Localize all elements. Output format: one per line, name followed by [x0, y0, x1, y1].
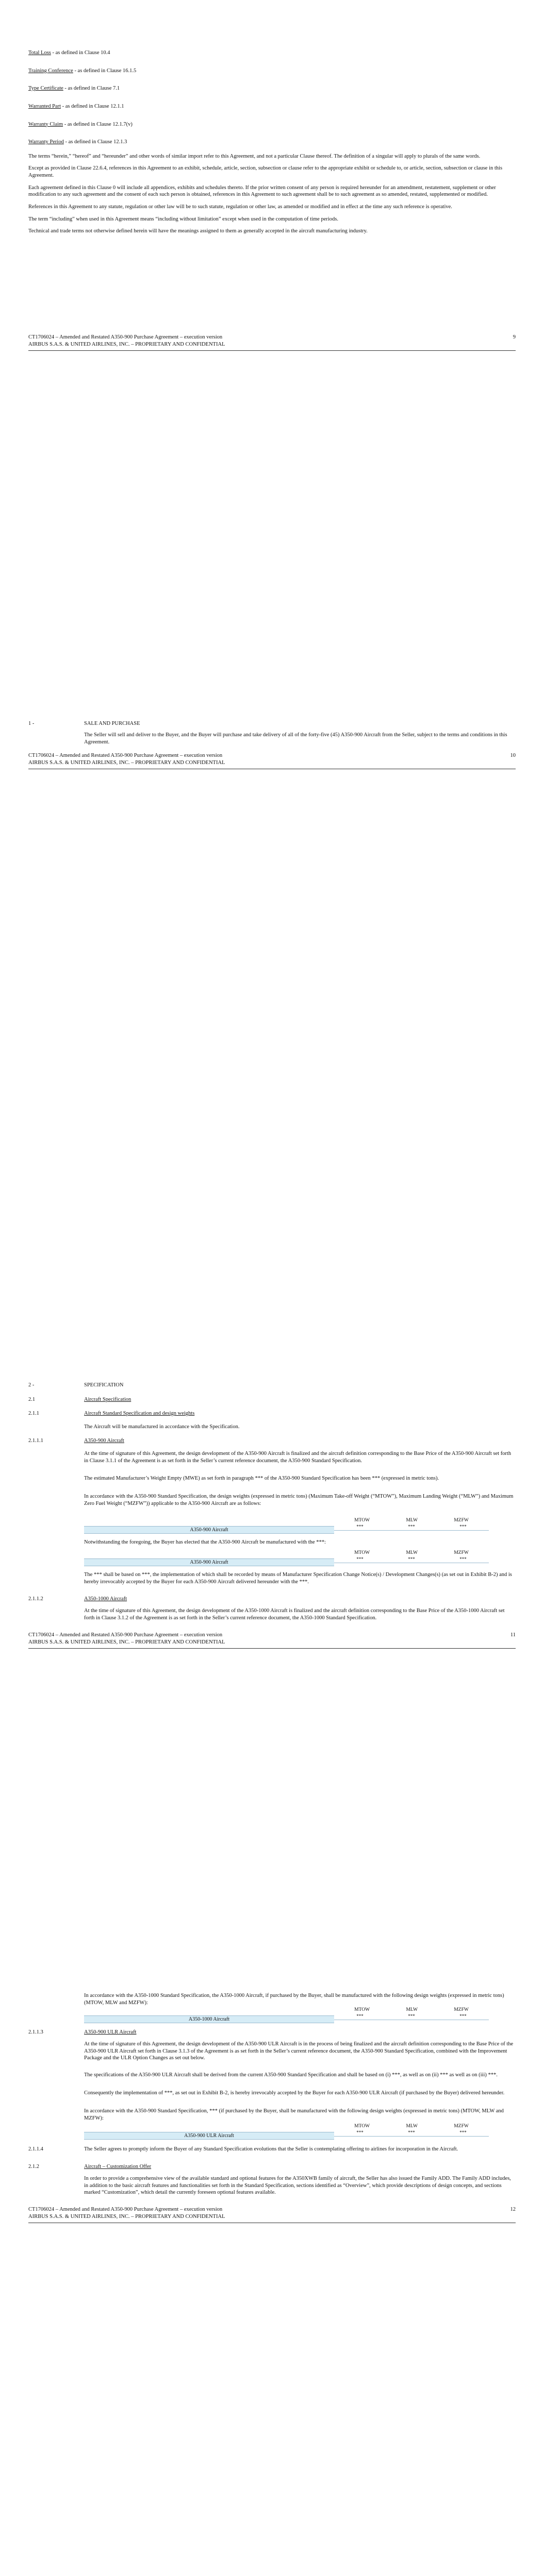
page-footer: CT1706024 – Amended and Restated A350-900 Purchase Agreement – execution version 9 AIRBUS S.A.S. & UNITED AIRLINES, INC. – PROPRIETARY AND CONFIDENTIAL — [28, 334, 516, 347]
table-row-label: A350-900 ULR Aircraft — [84, 2132, 334, 2140]
definition-warranty-claim: Warranty Claim - as defined in Clause 12.1.7(v) — [28, 121, 133, 127]
footer-divider — [28, 350, 516, 351]
page-footer: CT1706024 – Amended and Restated A350-900 Purchase Agreement – execution version 11 AIRBUS S.A.S. & UNITED AIRLINES, INC. – PROPRIETARY AND CONFIDENTIAL — [28, 1632, 516, 1645]
subsection-title: Aircraft Standard Specification and design weights — [84, 1411, 195, 1416]
section-title: SALE AND PURCHASE — [84, 721, 140, 726]
interpretation-paragraph: Each agreement defined in this Clause 0 will include all appendices, exhibits and schedules thereto. If the prior written consent of any person is required hereunder for an amendment, restatement, supplement or other modification to any such agreement and the consent of each such person is obtained, references in this Agreement to such agreement shall be to such agreement as so amended, restated, supplemented or modified. — [28, 184, 496, 198]
design-weights-table: MTOW MLW MZFW *** *** *** — [334, 2123, 489, 2137]
page-number: 11 — [510, 1632, 516, 1638]
definition-warranted-part: Warranted Part - as defined in Clause 12.1.1 — [28, 103, 124, 109]
page-number: 10 — [510, 753, 516, 758]
subsection-title: Aircraft – Customization Offer — [84, 2164, 152, 2170]
definition-warranty-period: Warranty Period - as defined in Clause 12.1.3 — [28, 139, 127, 145]
section-title: SPECIFICATION — [84, 1382, 124, 1388]
section-number: 1 - — [28, 721, 35, 726]
page-number: 9 — [513, 334, 516, 340]
design-weights-table: MTOW MLW MZFW *** *** *** — [334, 1550, 489, 1563]
design-weights-table: MTOW MLW MZFW *** *** *** — [334, 1517, 489, 1531]
definition-type-certificate: Type Certificate - as defined in Clause 7.1 — [28, 86, 120, 92]
definitions-list — [28, 49, 513, 235]
sale-purchase-text: The Seller will sell and deliver to the Buyer, and the Buyer will purchase and take delivery of all of the forty-five (45) A350-900 Aircraft from the Seller, subject to the terms and conditions in this Agreement. — [84, 732, 507, 745]
interpretation-paragraph: References in this Agreement to any statute, regulation or other law will be to such statute, regulation or other law, as amended or modified and in effect at the time any such reference is operative. — [28, 204, 452, 210]
table-row-label: A350-1000 Aircraft — [84, 2015, 334, 2023]
table-row-label: A350-900 Aircraft — [84, 1558, 334, 1566]
interpretation-paragraph: The terms “herein,” “hereof” and “hereunder” and other words of similar import refer to this Agreement, and not a particular Clause thereof. The definition of a singular will apply to plurals of the same words. — [28, 153, 481, 159]
interpretation-paragraph: Technical and trade terms not otherwise defined herein will have the meanings assigned to them as generally accepted in the aircraft manufacturing industry. — [28, 228, 368, 234]
page-footer: CT1706024 – Amended and Restated A350-900 Purchase Agreement – execution version 10 AIRBUS S.A.S. & UNITED AIRLINES, INC. – PROPRIETARY AND CONFIDENTIAL — [28, 753, 516, 766]
page-number: 12 — [510, 2207, 516, 2212]
page-footer: CT1706024 – Amended and Restated A350-900 Purchase Agreement – execution version 12 AIRBUS S.A.S. & UNITED AIRLINES, INC. – PROPRIETARY AND CONFIDENTIAL — [28, 2207, 516, 2219]
subsection-title: A350-900 ULR Aircraft — [84, 2029, 137, 2035]
table-row-label: A350-900 Aircraft — [84, 1526, 334, 1534]
definition-training-conference: Training Conference - as defined in Clause 16.1.5 — [28, 67, 137, 74]
design-weights-table: MTOW MLW MZFW *** *** *** — [334, 2007, 489, 2020]
interpretation-paragraph: The term “including” when used in this Agreement means “including without limitation” except when used in the computation of time periods. — [28, 216, 338, 222]
subsection-title: A350-900 Aircraft — [84, 1438, 124, 1444]
interpretation-paragraph: Except as provided in Clause 22.6.4, references in this Agreement to an exhibit, schedule, article, section, subsection or clause refer to the appropriate exhibit or schedule to, or article, section, subsection or clause in this Agreement. — [28, 165, 503, 179]
subsection-title: A350-1000 Aircraft — [84, 1596, 127, 1602]
definition-total-loss: Total Loss - as defined in Clause 10.4 — [28, 50, 110, 56]
subsection-title: Aircraft Specification — [84, 1397, 131, 1402]
footer-divider — [28, 1648, 516, 1649]
